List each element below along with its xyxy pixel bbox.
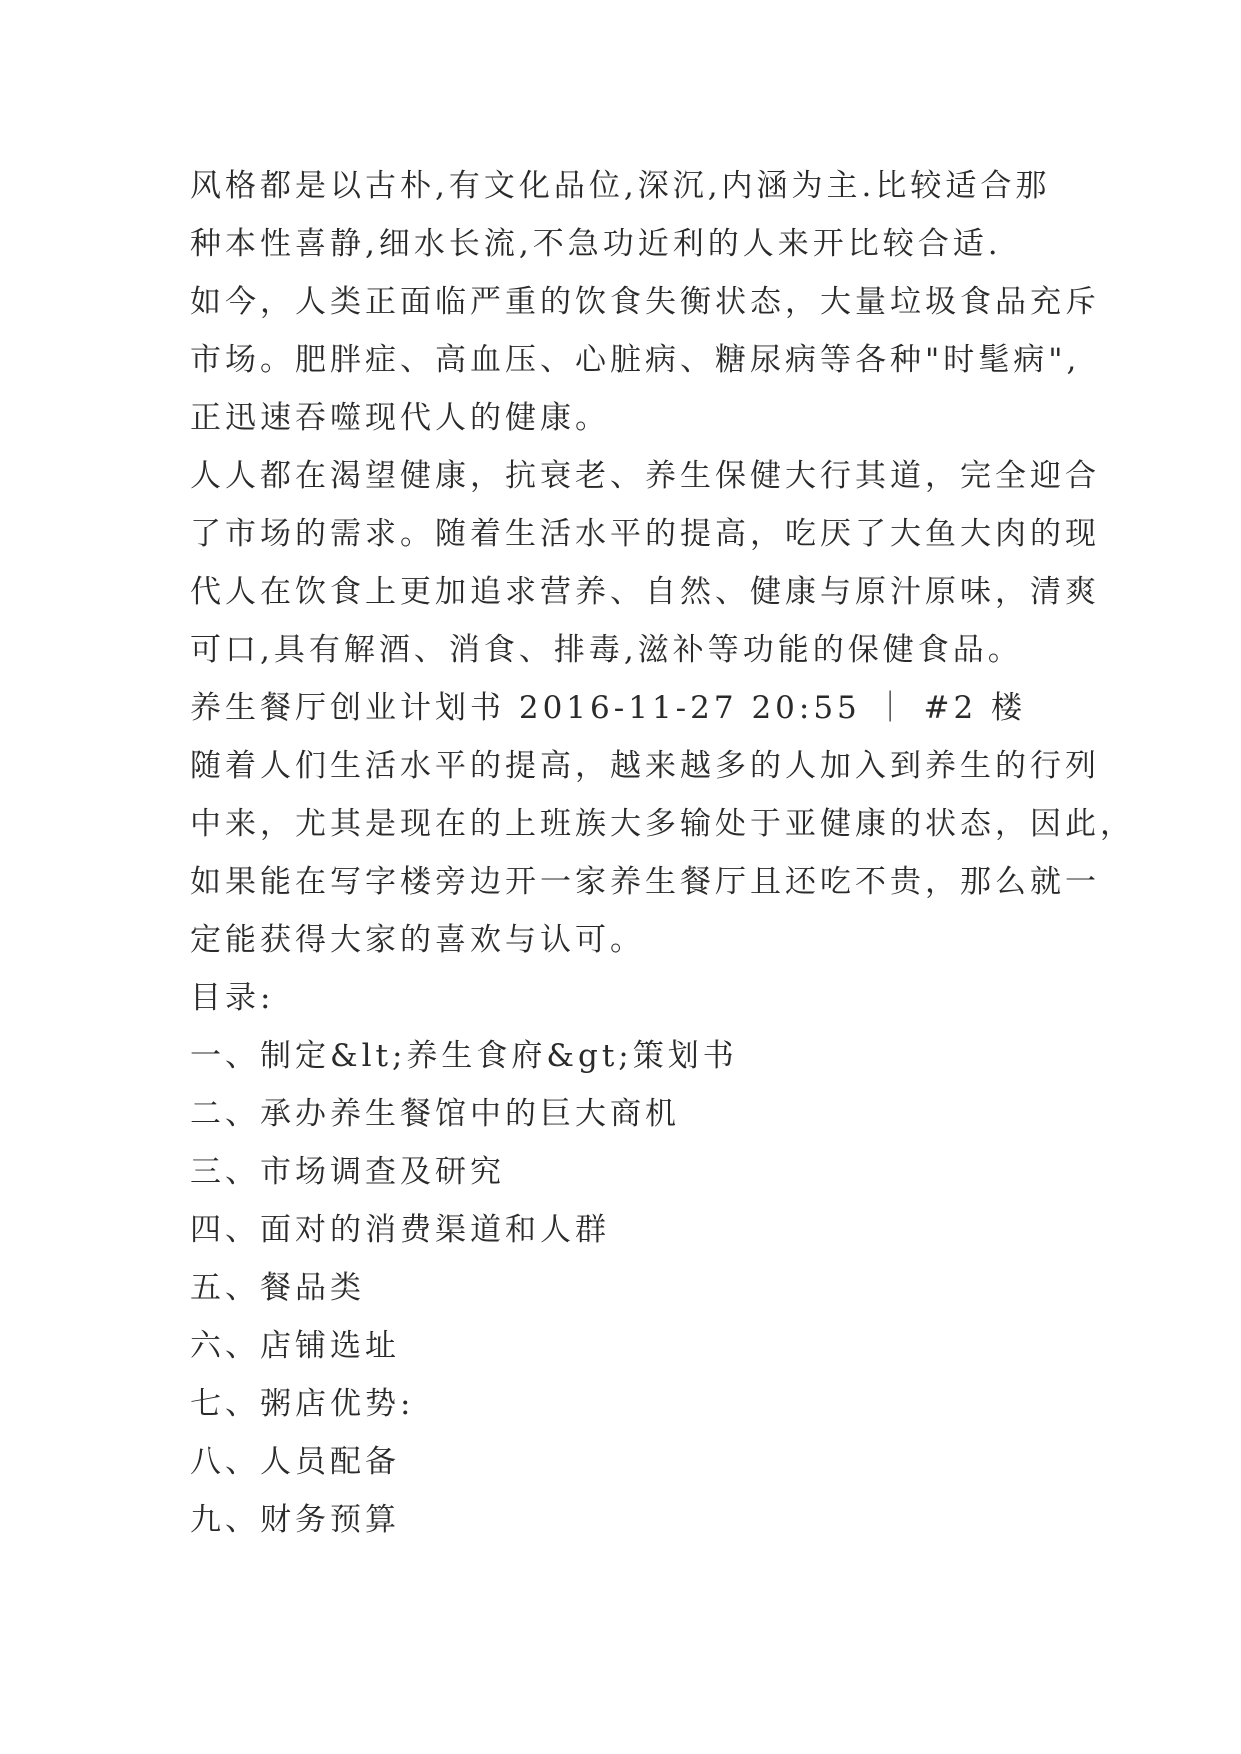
toc-item: 五、餐品类 [190,1270,365,1306]
text-line: 如果能在写字楼旁边开一家养生餐厅且还吃不贵，那么就一 [190,864,1100,900]
toc-item: 四、面对的消费渠道和人群 [190,1212,610,1248]
text-line: 可口,具有解酒、消食、排毒,滋补等功能的保健食品。 [190,632,1023,668]
toc-item: 七、粥店优势: [190,1386,415,1422]
text-line: 如今，人类正面临严重的饮食失衡状态，大量垃圾食品充斥 [190,284,1100,320]
document-body [190,157,1135,1549]
toc-item: 三、市场调查及研究 [190,1154,505,1190]
toc-item: 二、承办养生餐馆中的巨大商机 [190,1096,680,1132]
toc-item: 一、制定&lt;养生食府&gt;策划书 [190,1038,738,1074]
text-line: 中来，尤其是现在的上班族大多输处于亚健康的状态，因此， [190,806,1135,842]
text-line: 种本性喜静,细水长流,不急功近利的人来开比较合适. [190,226,1002,262]
text-line: 正迅速吞噬现代人的健康。 [190,400,610,436]
toc-heading: 目录: [190,980,275,1016]
text-line: 定能获得大家的喜欢与认可。 [190,922,645,958]
text-line: 随着人们生活水平的提高，越来越多的人加入到养生的行列 [190,748,1100,784]
toc-item: 六、店铺选址 [190,1328,400,1364]
text-line: 了市场的需求。随着生活水平的提高，吃厌了大鱼大肉的现 [190,516,1100,552]
text-line: 人人都在渴望健康，抗衰老、养生保健大行其道，完全迎合 [190,458,1100,494]
text-line: 市场。肥胖症、高血压、心脏病、糖尿病等各种"时髦病", [190,342,1081,378]
text-line: 风格都是以古朴,有文化品位,深沉,内涵为主.比较适合那 [190,168,1051,204]
toc-item: 八、人员配备 [190,1444,400,1480]
text-line: 代人在饮食上更加追求营养、自然、健康与原汁原味，清爽 [190,574,1100,610]
post-header-line: 养生餐厅创业计划书 2016-11-27 20:55 ｜ #2 楼 [190,690,1027,726]
toc-item: 九、财务预算 [190,1502,400,1538]
